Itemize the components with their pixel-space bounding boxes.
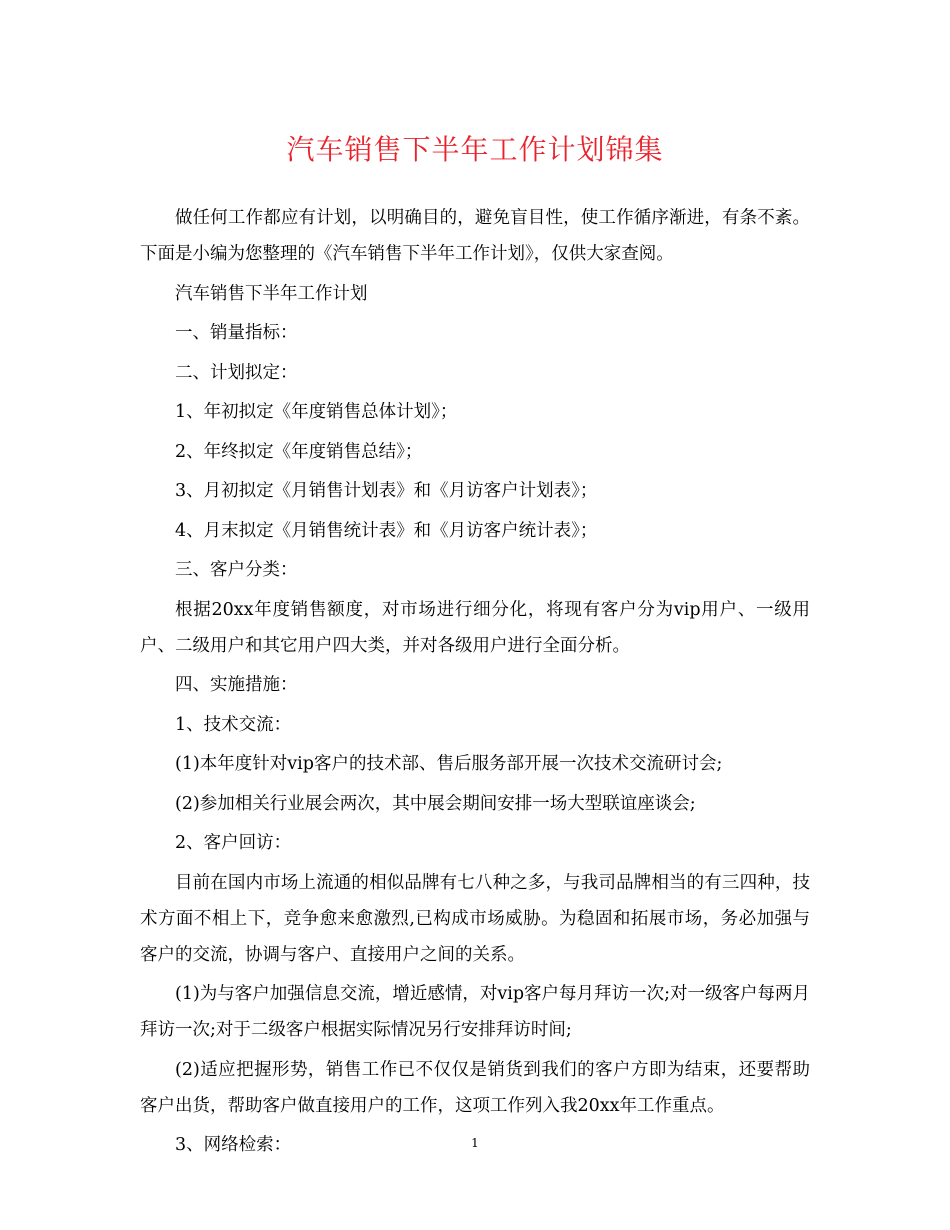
section-heading-sales-target: 一、销量指标： (175, 323, 298, 343)
paragraph-plan-heading: 汽车销售下半年工作计划 (175, 283, 368, 304)
document-title: 汽车销售下半年工作计划锦集 (286, 133, 664, 166)
paragraph: 目前在国内市场上流通的相似品牌有七八种之多，与我司品牌相当的有三四种，技术方面不相上下，竞争愈来愈激烈,已构成市场威胁。为稳固和拓展市场，务必加强与客户的交流，协调与客户、直接用户之间的关系。 (140, 872, 810, 965)
list-item: 4、月末拟定《月销售统计表》和《月访客户统计表》； (175, 520, 598, 541)
section-heading-customer-classification: 三、客户分类： (175, 560, 298, 580)
subsection-heading: 1、技术交流： (175, 714, 292, 735)
paragraph: 根据20xx年度销售额度，对市场进行细分化，将现有客户分为vip用户、一级用户、二级用户和其它用户四大类，并对各级用户进行全面分析。 (140, 599, 810, 656)
subsection-heading: 3、网络检索： (175, 1135, 292, 1155)
list-item: 1、年初拟定《年度销售总体计划》； (175, 402, 458, 422)
list-item: (1)为与客户加强信息交流，增近感情，对vip客户每月拜访一次;对一级客户每两月拜访一次;对于二级客户根据实际情况另行安排拜访时间; (140, 984, 810, 1040)
document-body (140, 200, 810, 1167)
paragraph-intro: 做任何工作都应有计划，以明确目的，避免盲目性，使工作循序渐进，有条不紊。下面是小编为您整理的《汽车销售下半年工作计划》，仅供大家查阅。 (140, 208, 810, 264)
list-item: (2)适应把握形势，销售工作已不仅仅是销货到我们的客户方即为结束，还要帮助客户出货，帮助客户做直接用户的工作，这项工作列入我20xx年工作重点。 (140, 1059, 810, 1116)
section-heading-plan-drafting: 二、计划拟定： (175, 362, 298, 383)
page-number: 1 (471, 1136, 479, 1150)
section-heading-measures: 四、实施措施： (175, 675, 298, 695)
subsection-heading: 2、客户回访： (175, 833, 292, 853)
list-item: (1)本年度针对vip客户的技术部、售后服务部开展一次技术交流研讨会; (175, 754, 723, 774)
list-item: (2)参加相关行业展会两次，其中展会期间安排一场大型联谊座谈会; (175, 793, 696, 814)
list-item: 3、月初拟定《月销售计划表》和《月访客户计划表》； (175, 481, 598, 501)
list-item: 2、年终拟定《年度销售总结》； (175, 441, 423, 462)
